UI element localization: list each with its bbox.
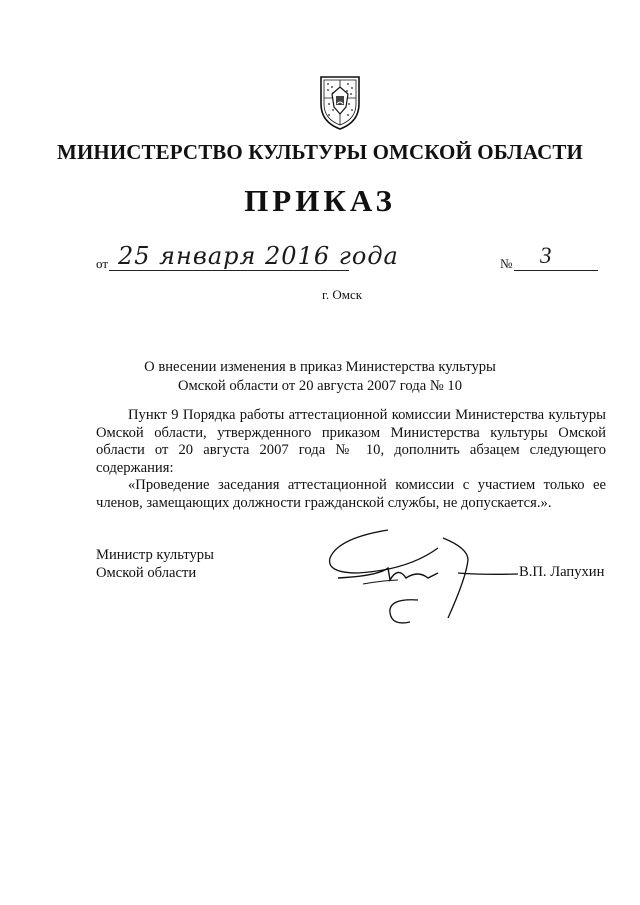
number-underline	[514, 270, 598, 271]
order-body	[96, 407, 606, 512]
body-paragraph-2: «Проведение заседания аттестационной комиссии с участием только ее членов, замещающих должности гражданской службы, не допускается.».	[96, 477, 606, 511]
number-prefix: №	[500, 256, 513, 271]
handwritten-date: 25 января 2016 года	[118, 242, 399, 270]
date-underline	[109, 270, 349, 271]
date-prefix: от	[96, 256, 109, 271]
order-subject	[0, 358, 640, 396]
handwritten-number: 3	[540, 243, 552, 268]
signature-icon	[318, 518, 518, 628]
city: г. Омск	[322, 287, 363, 302]
signer-title-line-1: Министр культуры	[96, 547, 214, 563]
signer-title	[96, 546, 214, 582]
subject-line-1: О внесении изменения в приказ Министерства культуры	[144, 359, 496, 375]
signer-title-line-2: Омской области	[96, 565, 197, 581]
signer-name: В.П. Лапухин	[519, 564, 605, 580]
body-paragraph-1: Пункт 9 Порядка работы аттестационной комиссии Министерства культуры Омской области, утвержденного приказом Министерства культуры Омской области от 20 августа 2007 года № 10, дополнить абзацем следующего содержания:	[96, 407, 606, 476]
coat-of-arms-icon	[318, 74, 362, 132]
subject-line-2: Омской области от 20 августа 2007 года № 10	[177, 378, 463, 394]
ministry-name: МИНИСТЕРСТВО КУЛЬТУРЫ ОМСКОЙ ОБЛАСТИ	[57, 140, 583, 164]
date-number-row	[96, 242, 606, 274]
document-type: ПРИКАЗ	[244, 183, 396, 218]
